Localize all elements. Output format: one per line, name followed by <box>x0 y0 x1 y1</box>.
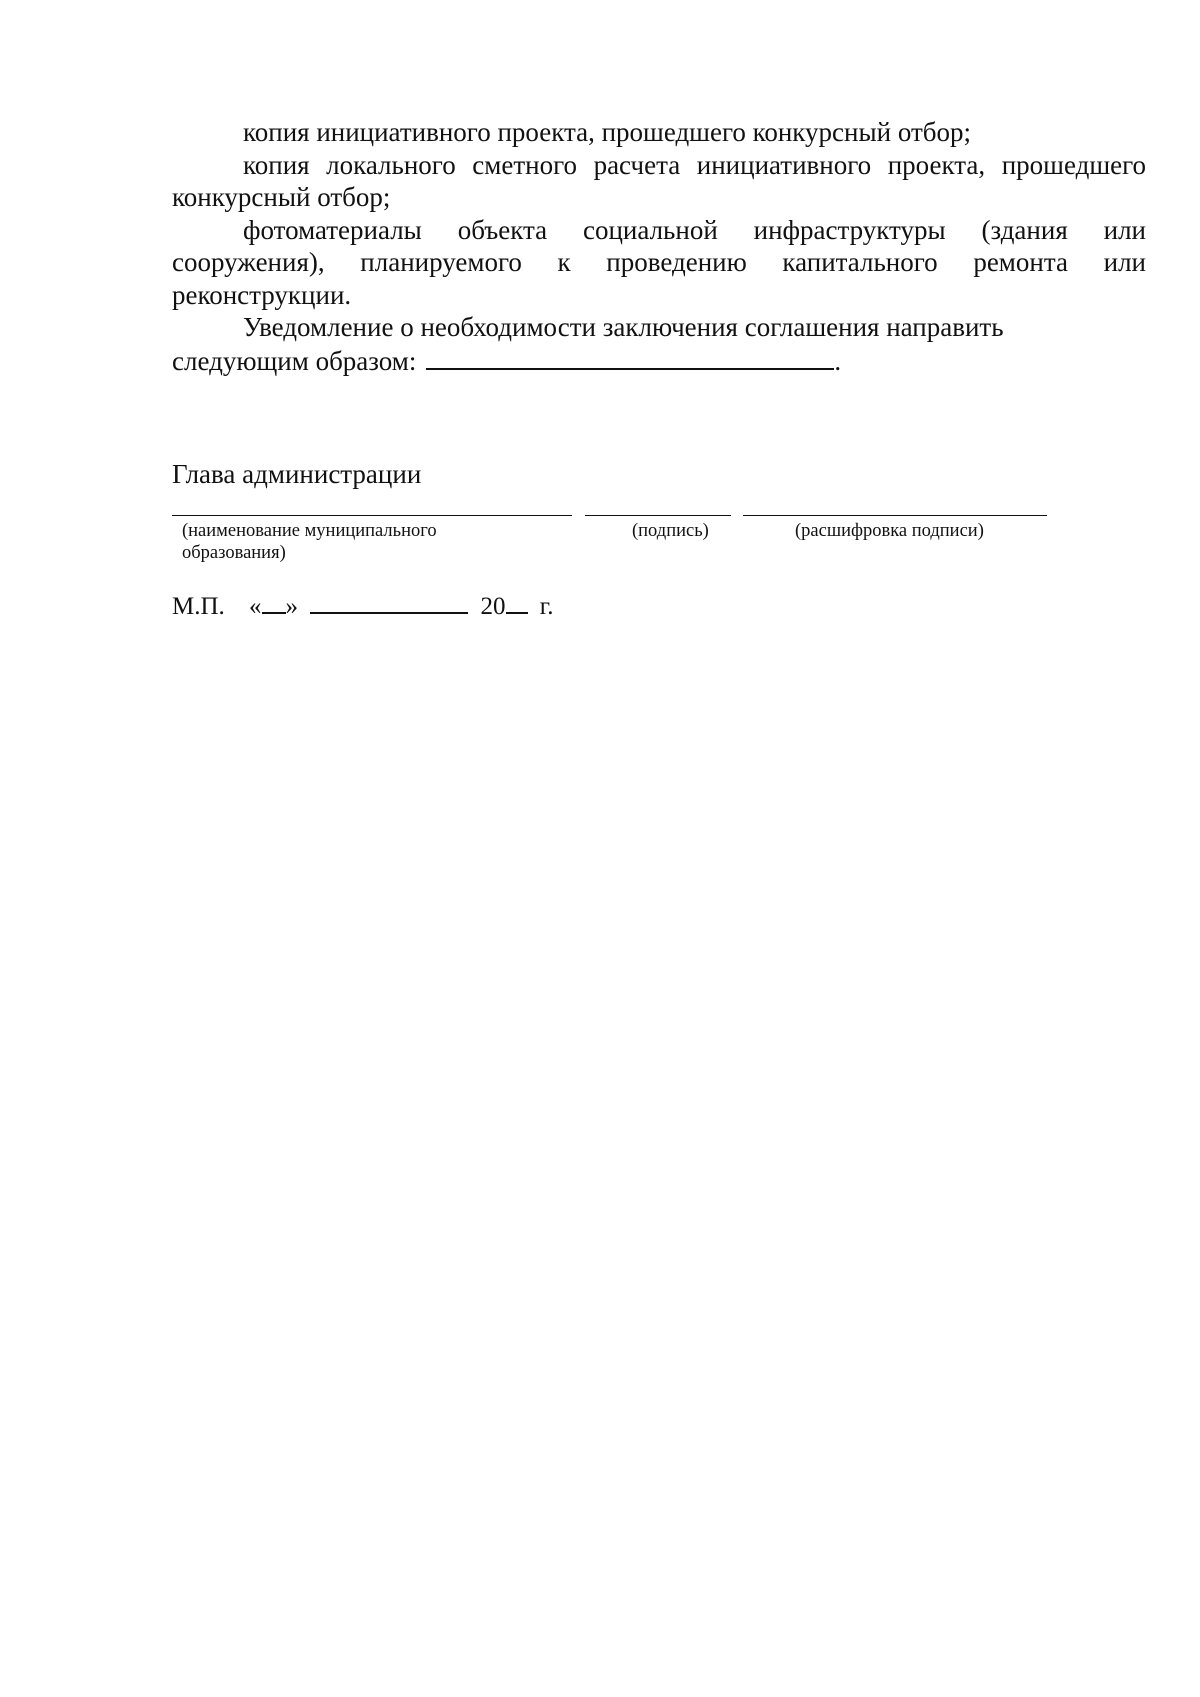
year-prefix: 20 <box>480 593 506 620</box>
signatory-title: Глава администрации <box>172 459 422 489</box>
notice-suffix: . <box>834 345 842 376</box>
municipality-line <box>172 515 572 516</box>
caption-signature: (подпись) <box>632 521 709 541</box>
quote-open: « <box>249 593 262 620</box>
caption-municipality: (наименование муниципального образования) <box>182 521 437 563</box>
month-blank <box>310 592 468 614</box>
signature-line <box>585 515 731 516</box>
notice-method-blank <box>426 344 834 370</box>
year-blank <box>506 592 528 614</box>
paragraph-notice <box>172 311 1146 377</box>
caption-signature-decoding: (расшифровка подписи) <box>795 521 984 541</box>
document-body <box>172 116 1146 377</box>
stamp-date-row <box>172 592 553 622</box>
notice-prefix: следующим образом: <box>172 345 417 376</box>
stamp-place-label: М.П. <box>172 593 225 620</box>
notice-line-1: Уведомление о необходимости заключения соглашения направить <box>243 312 1004 342</box>
paragraph-photos: фотоматериалы объекта социальной инфраструктуры (здания или сооружения), планируемого к проведению капитального ремонта или реконструкции. <box>172 214 1146 310</box>
quote-close: » <box>285 593 299 620</box>
paragraph-project-copy: копия инициативного проекта, прошедшего конкурсный отбор; <box>243 117 971 147</box>
signature-decoding-line <box>743 515 1047 516</box>
day-blank <box>262 592 286 614</box>
paragraph-estimate-copy: копия локального сметного расчета инициативного проекта, прошедшего конкурсный отбор; <box>172 149 1146 212</box>
year-suffix: г. <box>539 593 554 620</box>
notice-line-2 <box>101 344 841 378</box>
